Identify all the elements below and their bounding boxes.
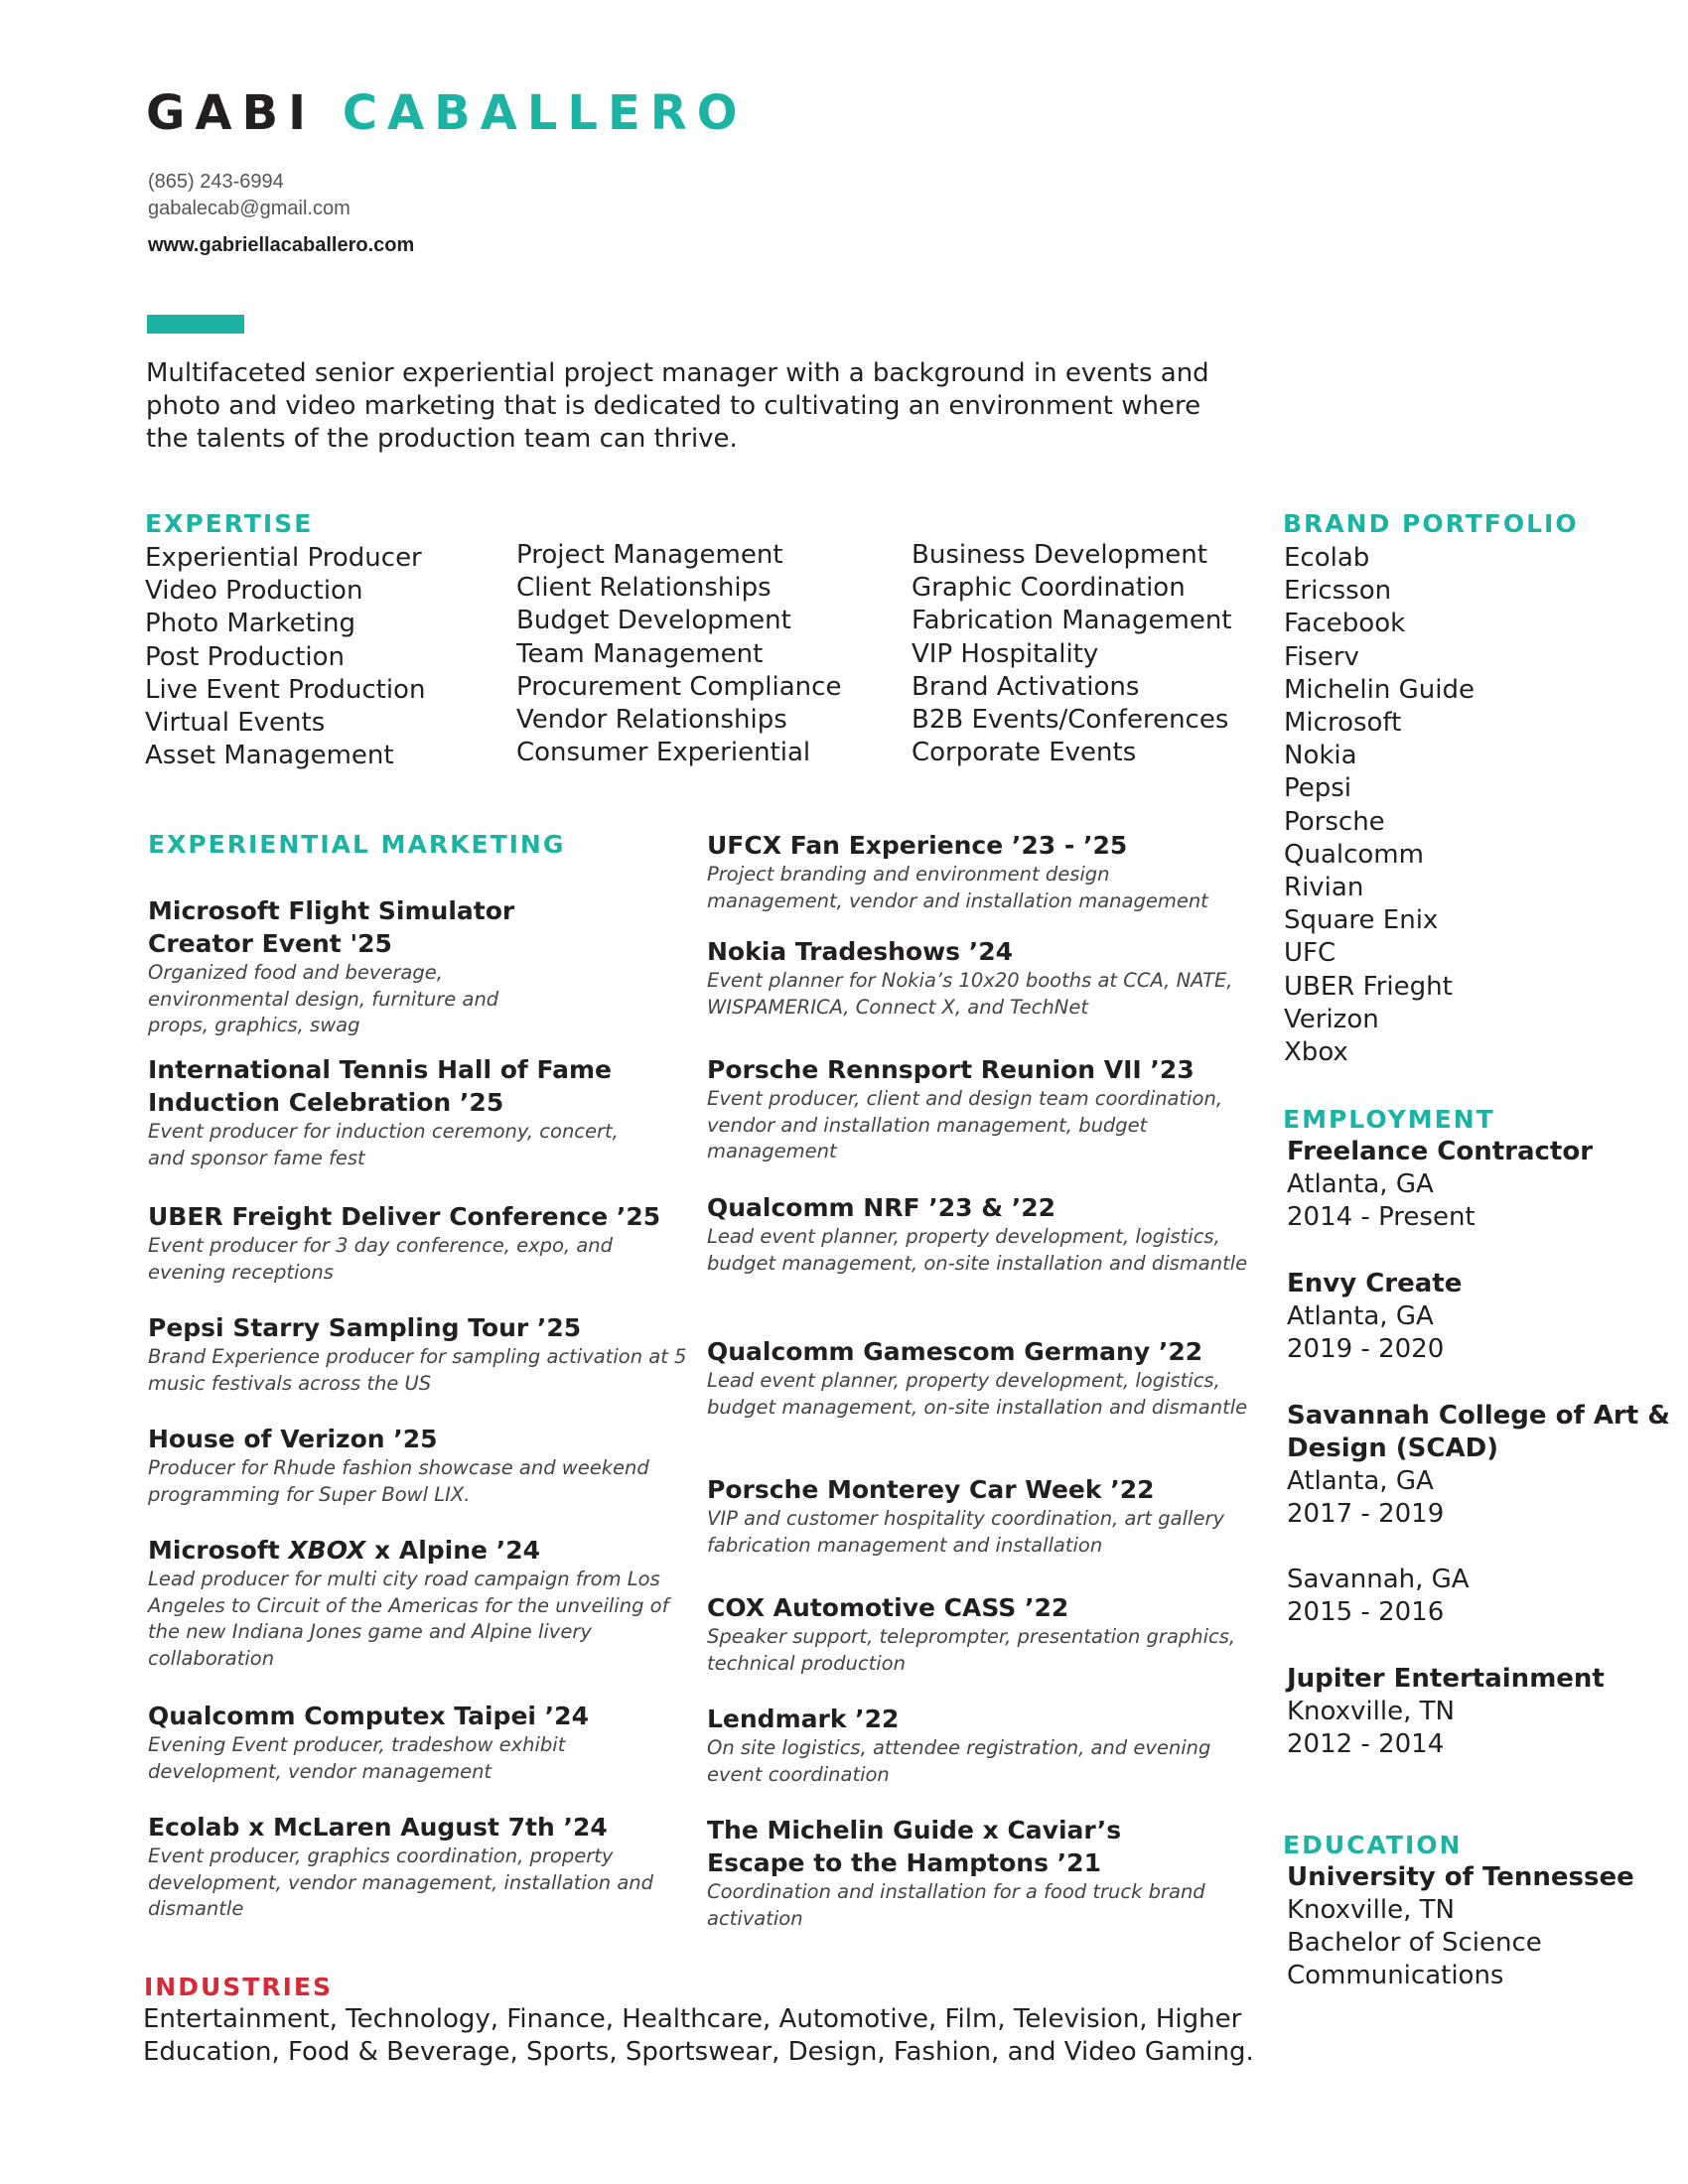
brand-item: Microsoft: [1284, 708, 1402, 739]
expertise-item: Client Relationships: [516, 573, 772, 604]
expertise-item: Asset Management: [145, 741, 394, 771]
job-title: Jupiter Entertainment: [1287, 1664, 1605, 1694]
job-dates: 2012 - 2014: [1287, 1729, 1445, 1759]
project-entry: [148, 1200, 689, 1286]
project-title: Pepsi Starry Sampling Tour ’25: [148, 1313, 582, 1342]
expertise-item: VIP Hospitality: [912, 638, 1099, 669]
project-title-emphasis: XBOX: [288, 1536, 366, 1565]
project-entry: [148, 1053, 625, 1171]
brand-portfolio-list: [1284, 542, 1475, 1069]
brand-item: Michelin Guide: [1284, 674, 1475, 705]
expertise-item: Experiential Producer: [145, 543, 422, 573]
project-title: Qualcomm Gamescom Germany ’22: [707, 1337, 1203, 1366]
brand-item: Rivian: [1284, 873, 1364, 903]
project-title: Porsche Rennsport Reunion VII ’23: [707, 1055, 1195, 1084]
expertise-item: Vendor Relationships: [516, 705, 787, 736]
expertise-item: Brand Activations: [912, 671, 1140, 702]
project-description: VIP and customer hospitality coordination, art gallery fabrication management and installation: [707, 1507, 1224, 1557]
project-title: UBER Freight Deliver Conference ’25: [148, 1202, 661, 1231]
project-description: Lead event planner, property development, logistics, budget management, on-site installation and dismantle: [707, 1369, 1248, 1419]
project-description: Event producer, client and design team coordination, vendor and installation management, budget management: [707, 1087, 1223, 1162]
brand-item: Pepsi: [1284, 773, 1352, 804]
expertise-item: Graphic Coordination: [912, 573, 1186, 604]
brand-item: Facebook: [1284, 609, 1406, 639]
project-entry: [707, 1191, 1248, 1277]
project-title: Qualcomm Computex Taipei ’24: [148, 1702, 589, 1730]
brand-item: Porsche: [1284, 806, 1385, 837]
expertise-column-3: [912, 539, 1232, 769]
employment-entry: [1287, 1663, 1674, 1761]
brand-item: Xbox: [1284, 1037, 1348, 1068]
brand-portfolio-heading: BRAND PORTFOLIO: [1283, 509, 1579, 538]
employment-entry: [1287, 1268, 1674, 1366]
job-dates: 2017 - 2019: [1287, 1499, 1445, 1529]
project-title: Ecolab x McLaren August 7th ’24: [148, 1813, 608, 1842]
project-title: Microsoft Flight Simulator Creator Event '25: [148, 896, 515, 958]
project-title-part: x Alpine ’24: [365, 1536, 540, 1565]
project-description: On site logistics, attendee registration, and evening event coordination: [707, 1736, 1211, 1786]
job-location: Savannah, GA: [1287, 1565, 1470, 1594]
brand-item: Ecolab: [1284, 543, 1370, 573]
school-location: Knoxville, TN: [1287, 1895, 1455, 1925]
email-address: gabalecab@gmail.com: [148, 198, 351, 219]
expertise-column-2: [516, 539, 841, 769]
project-description: Lead event planner, property development, logistics, budget management, on-site installation and dismantle: [707, 1225, 1248, 1275]
project-entry: [707, 1591, 1248, 1677]
brand-item: Qualcomm: [1284, 839, 1424, 870]
expertise-item: Project Management: [516, 540, 783, 570]
project-entry: [707, 1814, 1223, 1932]
project-entry: [148, 1534, 689, 1672]
expertise-item: Virtual Events: [145, 708, 326, 739]
project-entry: [707, 829, 1248, 914]
project-description: Producer for Rhude fashion showcase and weekend programming for Super Bowl LIX.: [148, 1456, 649, 1506]
project-title: The Michelin Guide x Caviar’s Escape to the Hamptons ’21: [707, 1816, 1122, 1877]
industries-heading: INDUSTRIES: [144, 1973, 333, 2001]
project-entry: [707, 1703, 1248, 1788]
brand-item: Square Enix: [1284, 905, 1439, 936]
expertise-heading: EXPERTISE: [145, 509, 314, 538]
expertise-item: Photo Marketing: [145, 609, 356, 639]
expertise-item: Procurement Compliance: [516, 671, 842, 702]
job-title: Savannah College of Art & Design (SCAD): [1287, 1401, 1670, 1463]
project-title: House of Verizon ’25: [148, 1425, 438, 1453]
expertise-column-1: [145, 542, 425, 772]
last-name: CABALLERO: [342, 85, 748, 141]
expertise-item: Budget Development: [516, 606, 791, 636]
website-link[interactable]: www.gabriellacaballero.com: [148, 234, 415, 256]
candidate-name: [146, 81, 748, 145]
expertise-item: Video Production: [145, 576, 363, 607]
accent-bar: [147, 315, 244, 334]
expertise-item: Post Production: [145, 641, 345, 672]
education-heading: EDUCATION: [1283, 1831, 1463, 1859]
project-entry: [148, 894, 565, 1039]
project-description: Event producer, graphics coordination, property development, vendor management, installation and dismantle: [148, 1844, 654, 1920]
employment-entry: [1287, 1136, 1674, 1234]
project-title: Qualcomm NRF ’23 & ’22: [707, 1193, 1056, 1222]
project-title: International Tennis Hall of Fame Induction Celebration ’25: [148, 1055, 612, 1117]
job-dates: 2019 - 2020: [1287, 1334, 1445, 1364]
project-description: Organized food and beverage, environmental design, furniture and props, graphics, swag: [148, 961, 499, 1036]
brand-item: UBER Frieght: [1284, 971, 1453, 1002]
employment-heading: EMPLOYMENT: [1283, 1105, 1495, 1134]
industries-text: Entertainment, Technology, Finance, Healthcare, Automotive, Film, Television, Higher Education, Food & Beverage, Sports, Sportswear, Design, Fashion, and Video Gaming.: [143, 2004, 1254, 2067]
project-description: Lead producer for multi city road campaign from Los Angeles to Circuit of the Americas for the unveiling of the new Indiana Jones game and Alpine livery collaboration: [148, 1568, 669, 1670]
job-dates: 2015 - 2016: [1287, 1597, 1445, 1627]
project-title: Porsche Monterey Car Week ’22: [707, 1475, 1155, 1504]
employment-entry: [1287, 1564, 1674, 1629]
job-dates: 2014 - Present: [1287, 1202, 1476, 1232]
expertise-item: Corporate Events: [912, 738, 1137, 768]
project-entry: [707, 1335, 1248, 1421]
experiential-marketing-heading: EXPERIENTIAL MARKETING: [148, 830, 566, 859]
job-title: Envy Create: [1287, 1269, 1463, 1298]
job-location: Atlanta, GA: [1287, 1169, 1434, 1199]
project-description: Project branding and environment design management, vendor and installation management: [707, 863, 1208, 912]
project-entry: [707, 1473, 1248, 1559]
project-entry: [148, 1811, 689, 1923]
project-entry: [707, 935, 1248, 1021]
school-name: University of Tennessee: [1287, 1862, 1634, 1892]
first-name: GABI: [146, 85, 316, 141]
project-title: Lendmark ’22: [707, 1705, 900, 1733]
project-description: Speaker support, teleprompter, presentation graphics, technical production: [707, 1625, 1236, 1675]
project-title: COX Automotive CASS ’22: [707, 1593, 1069, 1622]
brand-item: Nokia: [1284, 741, 1357, 771]
project-title-part: Microsoft: [148, 1536, 289, 1565]
project-title: [148, 1534, 689, 1567]
project-entry: [148, 1700, 689, 1785]
expertise-item: Consumer Experiential: [516, 738, 811, 768]
expertise-item: Fabrication Management: [912, 606, 1232, 636]
brand-item: Verizon: [1284, 1004, 1379, 1034]
project-description: Event producer for induction ceremony, concert, and sponsor fame fest: [148, 1120, 619, 1169]
project-description: Evening Event producer, tradeshow exhibit development, vendor management: [148, 1733, 566, 1783]
employment-entry: [1287, 1400, 1674, 1531]
project-entry: [148, 1423, 689, 1508]
job-title: Freelance Contractor: [1287, 1137, 1594, 1166]
project-entry: [707, 1053, 1248, 1165]
brand-item: Fiserv: [1284, 641, 1359, 672]
job-location: Atlanta, GA: [1287, 1466, 1434, 1496]
brand-item: Ericsson: [1284, 576, 1392, 607]
expertise-item: B2B Events/Conferences: [912, 705, 1229, 736]
project-description: Event producer for 3 day conference, expo, and evening receptions: [148, 1234, 614, 1284]
project-entry: [148, 1311, 689, 1397]
summary-paragraph: Multifaceted senior experiential project manager with a background in events and photo and video marketing that is dedicated to cultivating an environment where the talents of the production team can thrive.: [146, 358, 1209, 454]
brand-item: UFC: [1284, 938, 1336, 969]
project-description: Coordination and installation for a food truck brand activation: [707, 1880, 1205, 1930]
expertise-item: Live Event Production: [145, 674, 426, 705]
job-location: Atlanta, GA: [1287, 1301, 1434, 1331]
expertise-item: Team Management: [516, 638, 764, 669]
degree: Bachelor of Science: [1287, 1928, 1542, 1958]
contact-block: [148, 169, 351, 222]
project-description: Event planner for Nokia’s 10x20 booths at CCA, NATE, WISPAMERICA, Connect X, and TechNet: [707, 969, 1233, 1019]
project-description: Brand Experience producer for sampling activation at 5 music festivals across the US: [148, 1345, 687, 1395]
project-title: Nokia Tradeshows ’24: [707, 937, 1014, 966]
education-entry: [1287, 1861, 1674, 1992]
expertise-item: Business Development: [912, 540, 1207, 570]
job-location: Knoxville, TN: [1287, 1697, 1455, 1726]
major: Communications: [1287, 1961, 1504, 1990]
project-title: UFCX Fan Experience ’23 - ’25: [707, 831, 1128, 860]
phone-number: (865) 243-6994: [148, 171, 284, 193]
